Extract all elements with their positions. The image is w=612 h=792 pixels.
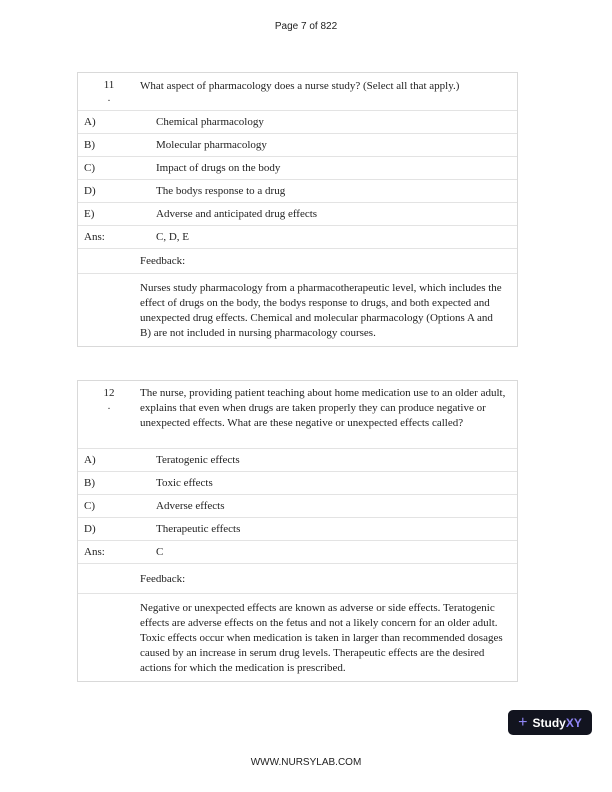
question-number-dot: . bbox=[107, 401, 111, 412]
feedback-label: Feedback: bbox=[140, 572, 186, 585]
option-row-b bbox=[78, 134, 517, 157]
option-text: Teratogenic effects bbox=[156, 454, 240, 466]
answer-label: Ans: bbox=[84, 546, 105, 558]
option-text: Impact of drugs on the body bbox=[156, 162, 281, 174]
question-number bbox=[78, 73, 140, 110]
question-number bbox=[78, 381, 140, 448]
option-label: B) bbox=[84, 477, 95, 489]
question-text: What aspect of pharmacology does a nurse study? (Select all that apply.) bbox=[140, 80, 460, 92]
option-row-c bbox=[78, 157, 517, 180]
studyxy-logo-text: StudyXY bbox=[532, 715, 582, 730]
option-text: Toxic effects bbox=[156, 477, 213, 489]
answer-value: C, D, E bbox=[156, 231, 189, 243]
question-number-dot: . bbox=[107, 93, 111, 104]
option-text: The bodys response to a drug bbox=[156, 185, 286, 197]
option-text: Adverse and anticipated drug effects bbox=[156, 208, 318, 220]
option-label: A) bbox=[84, 454, 96, 466]
answer-value: C bbox=[156, 546, 164, 558]
option-text: Molecular pharmacology bbox=[156, 139, 267, 151]
option-row-d bbox=[78, 180, 517, 203]
plus-icon: + bbox=[518, 713, 528, 731]
question-text: The nurse, providing patient teaching about home medication use to an older adult, explains that even when drugs are taken properly they can produce negative or unexpected effects. What are these negative or unexpected effects called? bbox=[140, 387, 506, 429]
question-12-table bbox=[77, 380, 518, 682]
option-row-a bbox=[78, 449, 517, 472]
option-label: E) bbox=[84, 208, 95, 220]
option-label: D) bbox=[84, 523, 96, 535]
studyxy-badge[interactable] bbox=[508, 710, 592, 735]
question-row bbox=[78, 381, 517, 449]
option-text: Adverse effects bbox=[156, 500, 225, 512]
site-footer: WWW.NURSYLAB.COM bbox=[250, 757, 362, 768]
question-row bbox=[78, 73, 517, 111]
option-label: A) bbox=[84, 116, 96, 128]
page-number: Page 7 of 822 bbox=[274, 21, 338, 32]
answer-row bbox=[78, 226, 517, 249]
feedback-text: Negative or unexpected effects are known as adverse or side effects. Teratogenic effects are adverse effects on the fetus and not a likely concern for an older adult. Toxic effects occur when medication is taken in larger than recommended dosages caused by an increase in serum drug levels. Therapeutic effects are the desired actions for which the medication is prescribed. bbox=[140, 602, 503, 674]
option-label: D) bbox=[84, 185, 96, 197]
option-label: B) bbox=[84, 139, 95, 151]
option-row-b bbox=[78, 472, 517, 495]
option-row-c bbox=[78, 495, 517, 518]
feedback-label-row bbox=[78, 564, 517, 594]
feedback-label: Feedback: bbox=[140, 255, 186, 267]
feedback-text: Nurses study pharmacology from a pharmacotherapeutic level, which includes the effect of drugs on the body, the bodys response to drugs, and both expected and unexpected drug effects. Chemical and molecular pharmacology (Options A and B) are not included in nursing pharmacology courses. bbox=[140, 282, 502, 339]
option-label: C) bbox=[84, 162, 95, 174]
question-number-value: 12 bbox=[103, 387, 115, 399]
option-label: C) bbox=[84, 500, 95, 512]
answer-row bbox=[78, 541, 517, 564]
option-text: Chemical pharmacology bbox=[156, 116, 264, 128]
option-row-d bbox=[78, 518, 517, 541]
answer-label: Ans: bbox=[84, 231, 105, 243]
option-row-a bbox=[78, 111, 517, 134]
option-row-e bbox=[78, 203, 517, 226]
option-text: Therapeutic effects bbox=[156, 523, 241, 535]
question-number-value: 11 bbox=[103, 79, 115, 91]
feedback-label-row bbox=[78, 249, 517, 274]
question-11-table bbox=[77, 72, 518, 347]
